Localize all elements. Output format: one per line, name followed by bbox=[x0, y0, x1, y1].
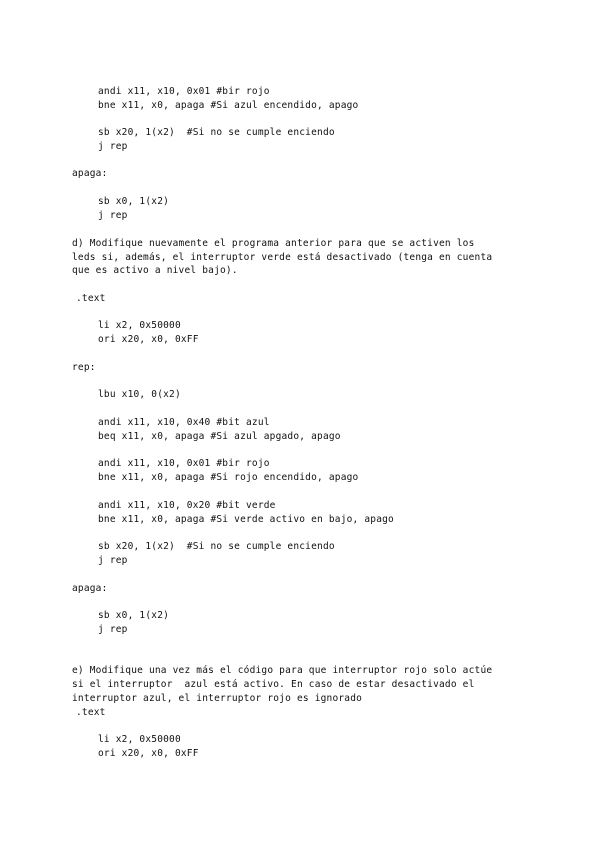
exercise-text: leds si, además, el interruptor verde está desactivado (tenga en cuenta bbox=[72, 252, 493, 263]
code-line: andi x11, x10, 0x01 #bir rojo bbox=[98, 86, 270, 97]
code-line: sb x20, 1(x2) #Si no se cumple enciendo bbox=[98, 541, 335, 552]
code-line: j rep bbox=[98, 141, 128, 152]
code-line: bne x11, x0, apaga #Si verde activo en bajo, apago bbox=[98, 514, 394, 525]
code-line: sb x20, 1(x2) #Si no se cumple enciendo bbox=[98, 127, 335, 138]
exercise-text: d) Modifique nuevamente el programa anterior para que se activen los bbox=[72, 238, 475, 249]
code-line: andi x11, x10, 0x20 #bit verde bbox=[98, 500, 276, 511]
code-label: rep: bbox=[72, 362, 96, 373]
code-line: sb x0, 1(x2) bbox=[98, 196, 170, 207]
code-line: beq x11, x0, apaga #Si azul apgado, apago bbox=[98, 431, 341, 442]
code-line: li x2, 0x50000 bbox=[98, 734, 181, 745]
code-line: sb x0, 1(x2) bbox=[98, 610, 170, 621]
code-line: j rep bbox=[98, 624, 128, 635]
exercise-text: e) Modifique una vez más el código para que interruptor rojo solo actúe bbox=[72, 665, 493, 676]
code-label: apaga: bbox=[72, 168, 108, 179]
code-line: lbu x10, 0(x2) bbox=[98, 389, 181, 400]
code-line: bne x11, x0, apaga #Si rojo encendido, apago bbox=[98, 472, 359, 483]
code-directive: .text bbox=[76, 707, 106, 718]
code-line: j rep bbox=[98, 210, 128, 221]
exercise-text: si el interruptor azul está activo. En caso de estar desactivado el bbox=[72, 679, 475, 690]
code-line: j rep bbox=[98, 555, 128, 566]
code-label: apaga: bbox=[72, 583, 108, 594]
code-directive: .text bbox=[76, 293, 106, 304]
exercise-text: que es activo a nivel bajo). bbox=[72, 265, 238, 276]
code-line: ori x20, x0, 0xFF bbox=[98, 334, 199, 345]
code-line: li x2, 0x50000 bbox=[98, 320, 181, 331]
exercise-text: interruptor azul, el interruptor rojo es ignorado bbox=[72, 693, 363, 704]
code-line: bne x11, x0, apaga #Si azul encendido, apago bbox=[98, 100, 359, 111]
code-line: ori x20, x0, 0xFF bbox=[98, 748, 199, 759]
code-line: andi x11, x10, 0x40 #bit azul bbox=[98, 417, 270, 428]
code-line: andi x11, x10, 0x01 #bir rojo bbox=[98, 458, 270, 469]
